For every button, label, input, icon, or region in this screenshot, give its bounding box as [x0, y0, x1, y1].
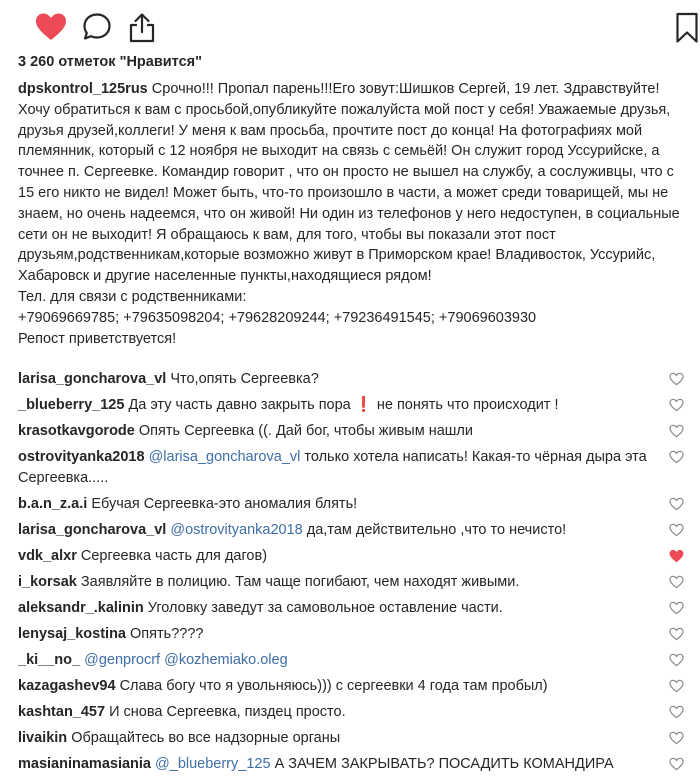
comments-list — [18, 369, 690, 780]
comment-row — [18, 572, 690, 593]
heart-outline-icon[interactable] — [669, 627, 684, 648]
comment-username[interactable]: larisa_goncharova_vl — [18, 521, 167, 538]
comment-text: Опять???? — [130, 625, 204, 642]
comment-text: да,там действительно ,что то нечисто! — [306, 521, 567, 538]
comment-row — [18, 598, 690, 619]
heart-outline-icon[interactable] — [669, 653, 684, 674]
heart-outline-icon[interactable] — [669, 705, 684, 726]
comment-row — [18, 676, 690, 697]
heart-outline-icon[interactable] — [669, 679, 684, 700]
heart-outline-icon[interactable] — [669, 497, 684, 518]
comment-text: Слава богу что я увольняюсь))) с сергеевки 4 года там пробыл) — [119, 677, 548, 694]
comment-mention-link[interactable]: @_blueberry_125 — [155, 755, 271, 772]
comment-text: Сергеевка часть для дагов) — [80, 547, 268, 564]
comment-username[interactable]: vdk_alxr — [18, 547, 77, 564]
comment-mention-link[interactable]: @larisa_goncharova_vl — [148, 448, 301, 465]
comment-username[interactable]: ostrovityanka2018 — [18, 448, 145, 465]
share-icon[interactable] — [128, 12, 156, 48]
caption-text: Срочно!!! Пропал парень!!!Его зовут:Шишков Сергей, 19 лет. Здравствуйте! Хочу обратиться к вам с просьбой,опубликуйте пожалуйста мой пост у себя! Уважаемые друзья, друзья друзей,коллеги! У меня к вам просьба, прочтите пост до конца! На фотографиях мой племянник, который с 12 ноября не выходит на связь с семьёй! Он служит город Уссурийске, а точнее п. Сергеевке. Командир говорит , что он просто не вышел на службу, а сослуживцы, что с 15 его никто не видел! Может быть, что-то произошло в части, а может среди товарищей, мы не знаем, но очень надеемся, что он живой! Ни один из телефонов у него недоступен, в социальные сети он не выходит! Я обращаюсь к вам, для того, чтобы вы показали этот пост друзьям,родственникам,которые возможно живут в Приморском крае! Владивосток, Уссурийс, Хабаровск и другие населенные пункты,находящиеся рядом! — [18, 81, 680, 285]
heart-icon[interactable] — [35, 12, 67, 46]
caption-repost-note: Репост приветствуется! — [18, 330, 177, 347]
heart-outline-icon[interactable] — [669, 731, 684, 752]
comment-username[interactable]: lenysaj_kostina — [18, 625, 126, 642]
caption-phone-label: Тел. для связи с родственниками: — [18, 288, 247, 305]
bookmark-icon[interactable] — [675, 12, 699, 48]
heart-outline-icon[interactable] — [669, 372, 684, 393]
comment-row — [18, 650, 690, 671]
heart-outline-icon[interactable] — [669, 757, 684, 775]
heart-outline-icon[interactable] — [669, 450, 684, 471]
heart-outline-icon[interactable] — [669, 601, 684, 622]
comment-row — [18, 447, 690, 489]
comment-row — [18, 520, 690, 541]
comment-username[interactable]: kashtan_457 — [18, 703, 106, 720]
heart-filled-icon[interactable] — [669, 549, 684, 570]
comment-username[interactable]: aleksandr_.kalinin — [18, 599, 144, 616]
heart-outline-icon[interactable] — [669, 523, 684, 544]
comment-text: Что,опять Сергеевка? — [170, 371, 319, 387]
comment-row — [18, 421, 690, 442]
comment-username[interactable]: masianinamasiania — [18, 755, 151, 772]
comment-row — [18, 395, 690, 416]
caption-username[interactable]: dpskontrol_125rus — [18, 81, 148, 97]
post-caption — [18, 79, 682, 349]
comment-text: Уголовку заведут за самовольное оставление части. — [147, 599, 503, 616]
comment-row — [18, 494, 690, 515]
comment-row — [18, 369, 690, 390]
comment-text: А ЗАЧЕМ ЗАКРЫВАТЬ? ПОСАДИТЬ КОМАНДИРА — [274, 755, 614, 772]
heart-outline-icon[interactable] — [669, 398, 684, 419]
comment-text: Заявляйте в полицию. Там чаще погибают, чем находят живыми. — [80, 573, 520, 590]
comment-text: Опять Сергеевка ((. Дай бог, чтобы живым нашли — [138, 422, 473, 439]
comment-username[interactable]: _ki__no_ — [18, 651, 81, 668]
comment-row — [18, 728, 690, 749]
comment-row — [18, 624, 690, 645]
comment-username[interactable]: krasotkavgorode — [18, 422, 135, 439]
comment-mention-link[interactable]: @ostrovityanka2018 — [170, 521, 303, 538]
comment-username[interactable]: i_korsak — [18, 573, 77, 590]
comment-text: только хотела написать! Какая-то чёрная дыра эта Сергеевка..... — [18, 448, 647, 486]
comment-text: Ебучая Сергеевка-это аномалия блять! — [91, 495, 358, 512]
action-bar — [18, 0, 682, 56]
comment-text: Обращайтесь во все надзорные органы — [71, 729, 341, 746]
comment-row — [18, 754, 690, 775]
comment-username[interactable]: kazagashev94 — [18, 677, 116, 694]
comment-username[interactable]: livaikin — [18, 729, 68, 746]
heart-outline-icon[interactable] — [669, 424, 684, 445]
comment-row — [18, 546, 690, 567]
comment-text: И снова Сергеевка, пиздец просто. — [109, 703, 346, 720]
likes-count[interactable]: 3 260 отметок "Нравится" — [18, 54, 202, 70]
comment-icon[interactable] — [82, 12, 112, 46]
comment-mention-link[interactable]: @genprocrf @kozhemiako.oleg — [84, 651, 288, 668]
caption-paragraph — [18, 79, 682, 287]
comment-username[interactable]: b.a.n_z.a.i — [18, 495, 88, 512]
comment-username[interactable]: _blueberry_125 — [18, 396, 125, 413]
comment-row — [18, 702, 690, 723]
heart-outline-icon[interactable] — [669, 575, 684, 596]
comment-username[interactable]: larisa_goncharova_vl — [18, 371, 167, 387]
comment-text: Да эту часть давно закрыть пора ❗ не понять что происходит ! — [128, 396, 559, 413]
caption-phones: +79069669785; +79635098204; +79628209244; +79236491545; +79069603930 — [18, 309, 537, 326]
